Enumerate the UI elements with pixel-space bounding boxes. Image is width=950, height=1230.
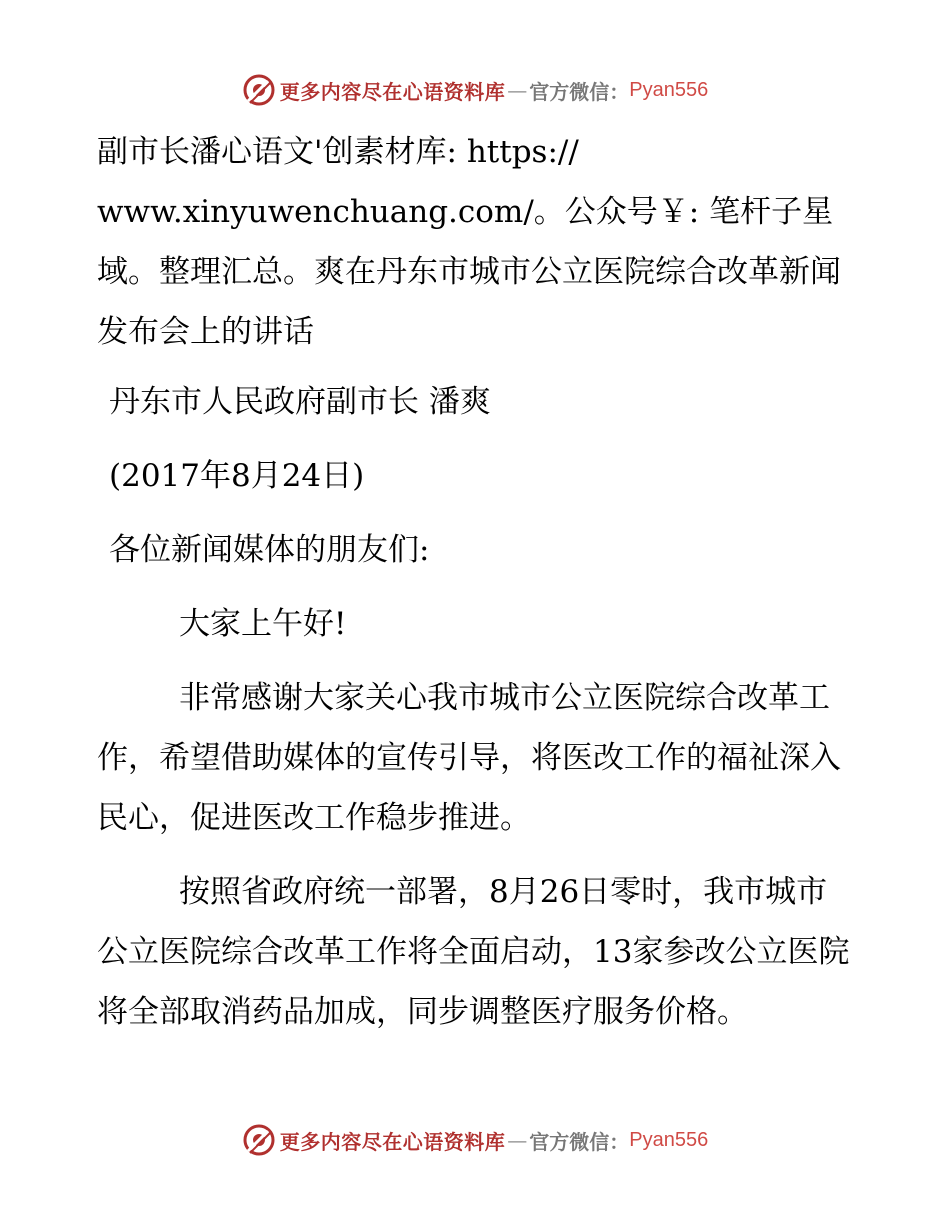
banner-text: 更多内容尽在心语资料库 xyxy=(279,79,506,104)
greeting: 大家上午好! xyxy=(179,606,347,642)
banner-text: 更多内容尽在心语资料库 xyxy=(279,1129,506,1154)
header-banner xyxy=(0,70,950,110)
salutation: 各位新闻媒体的朋友们: xyxy=(109,532,430,568)
banner-wechat-id: Pyan556 xyxy=(629,1128,709,1151)
paragraph-2: 按照省政府统一部署，8月26日零时，我市城市公立医院综合改革工作将全面启动，13家参改公立医院将全部取消药品加成，同步调整医疗服务价格。 xyxy=(97,874,850,1030)
logo-icon xyxy=(242,73,276,107)
banner-wechat-label: 官方微信： xyxy=(529,1129,630,1154)
banner-separator: — xyxy=(507,1128,528,1152)
date-line: (2017年8月24日) xyxy=(109,458,365,494)
logo-icon xyxy=(242,1123,276,1157)
footer-banner xyxy=(0,1120,950,1160)
banner-wechat-label: 官方微信： xyxy=(529,79,630,104)
paragraph-1: 非常感谢大家关心我市城市公立医院综合改革工作，希望借助媒体的宣传引导，将医改工作的福祉深入民心，促进医改工作稳步推进。 xyxy=(97,680,841,836)
document-title: 副市长潘心语文'创素材库: https:// www.xinyuwenchuang.com/。公众号￥: 笔杆子星域。整理汇总。爽在丹东市城市公立医院综合改革新闻发布会上的讲话 xyxy=(97,134,841,350)
speaker-line: 丹东市人民政府副市长 潘爽 xyxy=(109,384,491,420)
banner-wechat-id: Pyan556 xyxy=(629,78,709,101)
document-body xyxy=(97,122,857,1056)
banner-separator: — xyxy=(507,78,528,102)
